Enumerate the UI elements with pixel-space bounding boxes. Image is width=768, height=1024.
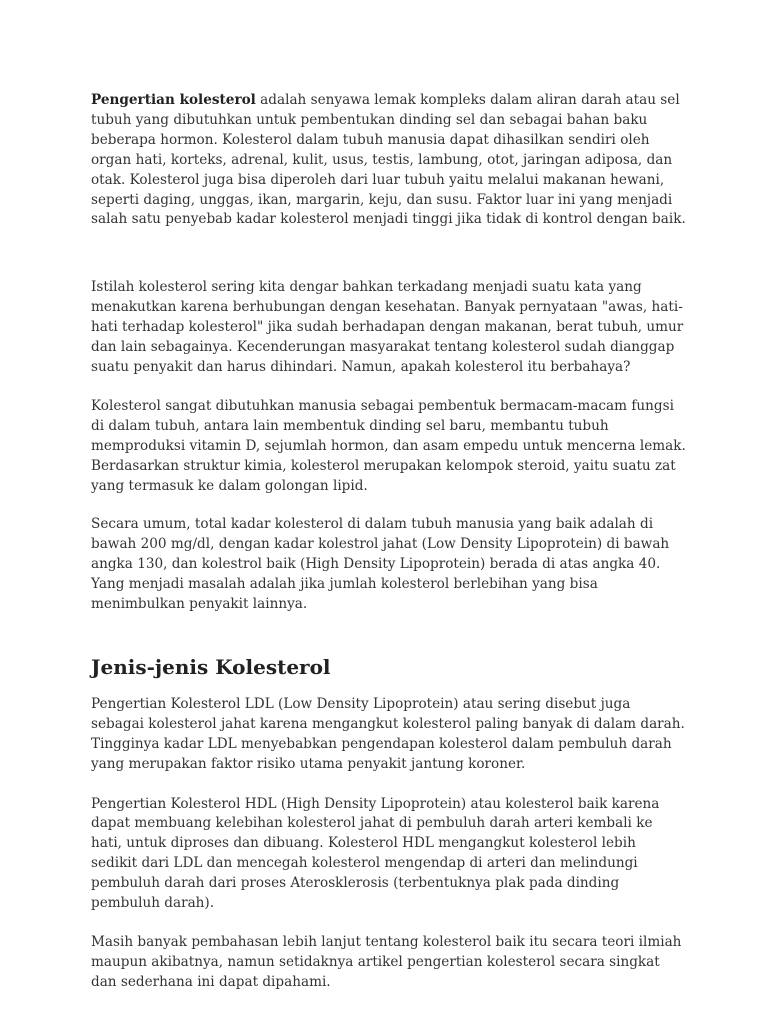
intro-paragraph: [91, 91, 686, 230]
intro-term: Pengertian kolesterol: [91, 92, 256, 108]
paragraph-hdl: Pengertian Kolesterol HDL (High Density Lipoprotein) atau kolesterol baik karena dapat membuang kelebihan kolesterol jahat di pembuluh darah arteri kembali ke hati, untuk diproses dan dibuang. Kolesterol HDL mengangkut kolesterol lebih sedikit dari LDL dan mencegah kolesterol mengendap di arteri dan melindungi pembuluh darah dari proses Aterosklerosis (terbentuknya plak pada dinding pembuluh darah).: [91, 795, 660, 912]
paragraph-fungsi: Kolesterol sangat dibutuhkan manusia sebagai pembentuk bermacam-macam fungsi di dalam tubuh, antara lain membentuk dinding sel baru, membantu tubuh memproduksi vitamin D, sejumlah hormon, dan asam empedu untuk mencerna lemak. Berdasarkan struktur kimia, kolesterol merupakan kelompok steroid, yaitu suatu zat yang termasuk ke dalam golongan lipid.: [91, 397, 686, 494]
paragraph-istilah: Istilah kolesterol sering kita dengar bahkan terkadang menjadi suatu kata yang menakutkan karena berhubungan dengan kesehatan. Banyak pernyataan "awas, hati-hati terhadap kolesterol" jika sudah berhadapan dengan makanan, berat tubuh, umur dan lain sebagainya. Kecenderungan masyarakat tentang kolesterol sudah dianggap suatu penyakit dan harus dihindari. Namun, apakah kolesterol itu berbahaya?: [91, 279, 684, 375]
paragraph-kadar: Secara umum, total kadar kolesterol di dalam tubuh manusia yang baik adalah di bawah 200 mg/dl, dengan kadar kolestrol jahat (Low Density Lipoprotein) di bawah angka 130, dan kolestrol baik (High Density Lipoprotein) berada di atas angka 40. Yang menjadi masalah adalah jika jumlah kolesterol berlebihan yang bisa menimbulkan penyakit lainnya.: [91, 516, 670, 613]
section-heading: Jenis-jenis Kolesterol: [91, 654, 331, 679]
paragraph-ldl: Pengertian Kolesterol LDL (Low Density Lipoprotein) atau sering disebut juga sebagai kolesterol jahat karena mengangkut kolesterol paling banyak di dalam darah. Tingginya kadar LDL menyebabkan pengendapan kolesterol dalam pembuluh darah yang merupakan faktor risiko utama penyakit jantung koroner.: [91, 695, 685, 772]
intro-text: adalah senyawa lemak kompleks dalam aliran darah atau sel tubuh yang dibutuhkan untuk pembentukan dinding sel dan sebagai bahan baku beberapa hormon. Kolesterol dalam tubuh manusia dapat dihasilkan sendiri oleh organ hati, korteks, adrenal, kulit, usus, testis, lambung, otot, jaringan adiposa, dan otak. Kolesterol juga bisa diperoleh dari luar tubuh yaitu melalui makanan hewani, seperti daging, unggas, ikan, margarin, keju, dan susu. Faktor luar ini yang menjadi salah satu penyebab kadar kolesterol menjadi tinggi jika tidak di kontrol dengan baik.: [91, 92, 686, 228]
paragraph-closing: Masih banyak pembahasan lebih lanjut tentang kolesterol baik itu secara teori ilmiah maupun akibatnya, namun setidaknya artikel pengertian kolesterol secara singkat dan sederhana ini dapat dipahami.: [91, 934, 682, 990]
